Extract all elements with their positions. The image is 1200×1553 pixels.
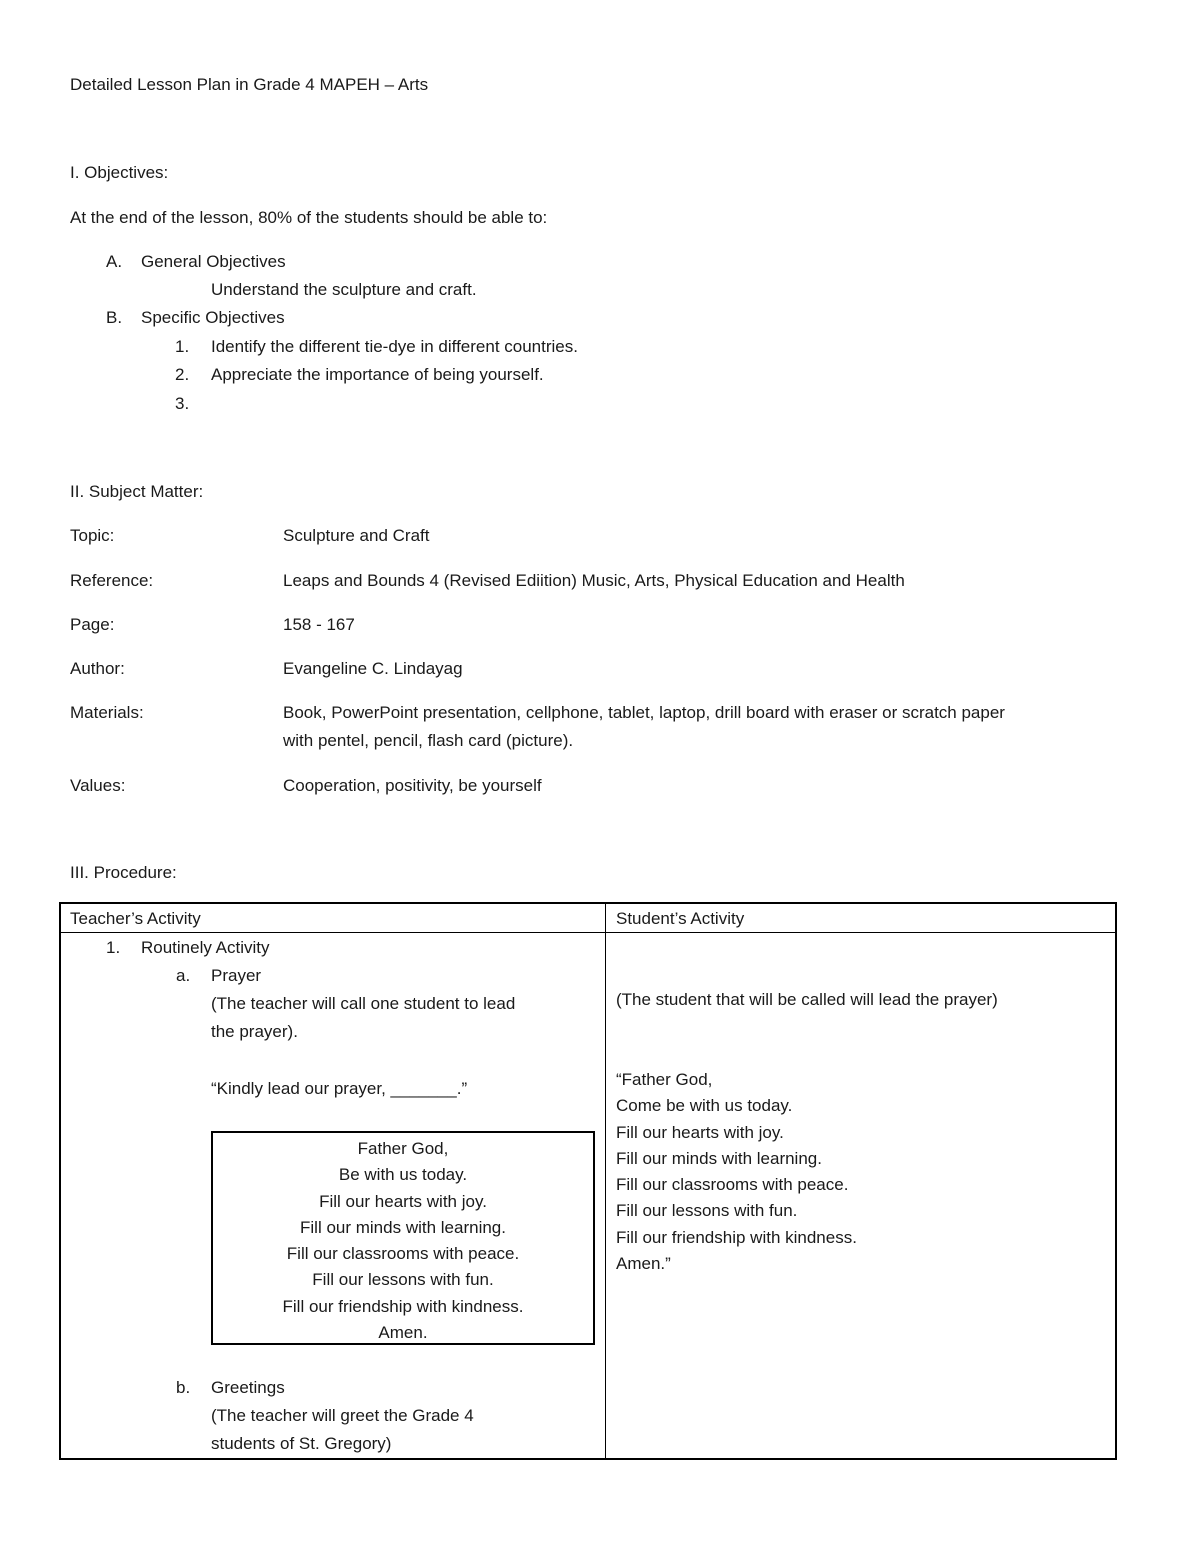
subject-row-value: Sculpture and Craft <box>283 526 430 545</box>
subject-row-label: Page: <box>70 615 115 634</box>
subject-row-label: Reference: <box>70 571 154 590</box>
student-prayer-line: Fill our friendship with kindness. <box>616 1227 857 1247</box>
routine-marker: 1. <box>106 938 121 957</box>
prayer-label: Prayer <box>211 966 262 985</box>
greetings-marker: b. <box>176 1378 191 1397</box>
student-activity-header: Student’s Activity <box>616 909 745 928</box>
student-prayer-line: “Father God, <box>616 1070 713 1089</box>
table-column-divider <box>605 904 606 1458</box>
prayer-quote: “Kindly lead our prayer, _______.” <box>211 1079 468 1098</box>
subject-row-label: Values: <box>70 776 126 795</box>
general-objectives-label: General Objectives <box>141 252 286 271</box>
table-header-divider <box>61 932 1115 933</box>
subject-row-label: Topic: <box>70 526 115 545</box>
specific-objectives-label: Specific Objectives <box>141 308 285 327</box>
prayer-instruction-continued: the prayer). <box>211 1022 298 1041</box>
prayer-box-line: Fill our friendship with kindness. <box>282 1296 524 1316</box>
subject-row-value: 158 - 167 <box>283 615 355 634</box>
subject-row-value: Evangeline C. Lindayag <box>283 659 463 678</box>
greetings-instruction: (The teacher will greet the Grade 4 <box>211 1406 474 1425</box>
specific-objective-text: Appreciate the importance of being yourself. <box>211 365 544 384</box>
subject-row-value: Cooperation, positivity, be yourself <box>283 776 542 795</box>
prayer-box-line: Fill our hearts with joy. <box>319 1191 487 1211</box>
objectives-intro: At the end of the lesson, 80% of the students should be able to: <box>70 208 548 227</box>
prayer-box-line: Fill our classrooms with peace. <box>286 1244 520 1264</box>
greetings-instruction-continued: students of St. Gregory) <box>211 1434 392 1453</box>
student-prayer-line: Amen.” <box>616 1254 671 1274</box>
subject-matter-heading: II. Subject Matter: <box>70 482 204 501</box>
specific-objectives-marker: B. <box>106 308 123 327</box>
student-prayer-note: (The student that will be called will lead the prayer) <box>616 990 998 1009</box>
document-title: Detailed Lesson Plan in Grade 4 MAPEH – Arts <box>70 75 429 94</box>
procedure-heading: III. Procedure: <box>70 863 177 882</box>
specific-objective-text: Identify the different tie-dye in different countries. <box>211 337 578 356</box>
prayer-box-line: Fill our lessons with fun. <box>312 1270 494 1290</box>
student-prayer-line: Fill our hearts with joy. <box>616 1122 784 1142</box>
prayer-box <box>211 1131 595 1345</box>
student-prayer-line: Fill our minds with learning. <box>616 1148 822 1168</box>
subject-row-value: Book, PowerPoint presentation, cellphone, tablet, laptop, drill board with eraser or scratch paper <box>283 703 1005 722</box>
teacher-activity-header: Teacher’s Activity <box>70 909 201 928</box>
subject-row-label: Author: <box>70 659 125 678</box>
prayer-box-line: Father God, <box>357 1139 449 1158</box>
student-prayer-line: Fill our classrooms with peace. <box>616 1175 849 1195</box>
greetings-label: Greetings <box>211 1378 285 1397</box>
student-prayer-line: Come be with us today. <box>616 1096 793 1116</box>
specific-objective-marker: 1. <box>175 337 190 356</box>
prayer-box-line: Amen. <box>378 1323 428 1343</box>
student-prayer <box>616 1067 857 1277</box>
procedure-table <box>59 902 1117 1460</box>
student-prayer-line: Fill our lessons with fun. <box>616 1201 798 1221</box>
specific-objective-marker: 3. <box>175 394 190 413</box>
prayer-box-line: Be with us today. <box>338 1165 468 1185</box>
general-objectives-marker: A. <box>106 252 123 271</box>
prayer-instruction: (The teacher will call one student to lead <box>211 994 516 1013</box>
specific-objective-marker: 2. <box>175 365 190 384</box>
prayer-marker: a. <box>176 966 191 985</box>
objectives-heading: I. Objectives: <box>70 163 169 182</box>
subject-row-label: Materials: <box>70 703 144 722</box>
general-objective-text: Understand the sculpture and craft. <box>211 280 477 299</box>
routine-label: Routinely Activity <box>141 938 270 957</box>
prayer-box-line: Fill our minds with learning. <box>300 1217 506 1237</box>
subject-row-value-continued: with pentel, pencil, flash card (picture). <box>283 731 574 750</box>
subject-row-value: Leaps and Bounds 4 (Revised Ediition) Music, Arts, Physical Education and Health <box>283 571 905 590</box>
